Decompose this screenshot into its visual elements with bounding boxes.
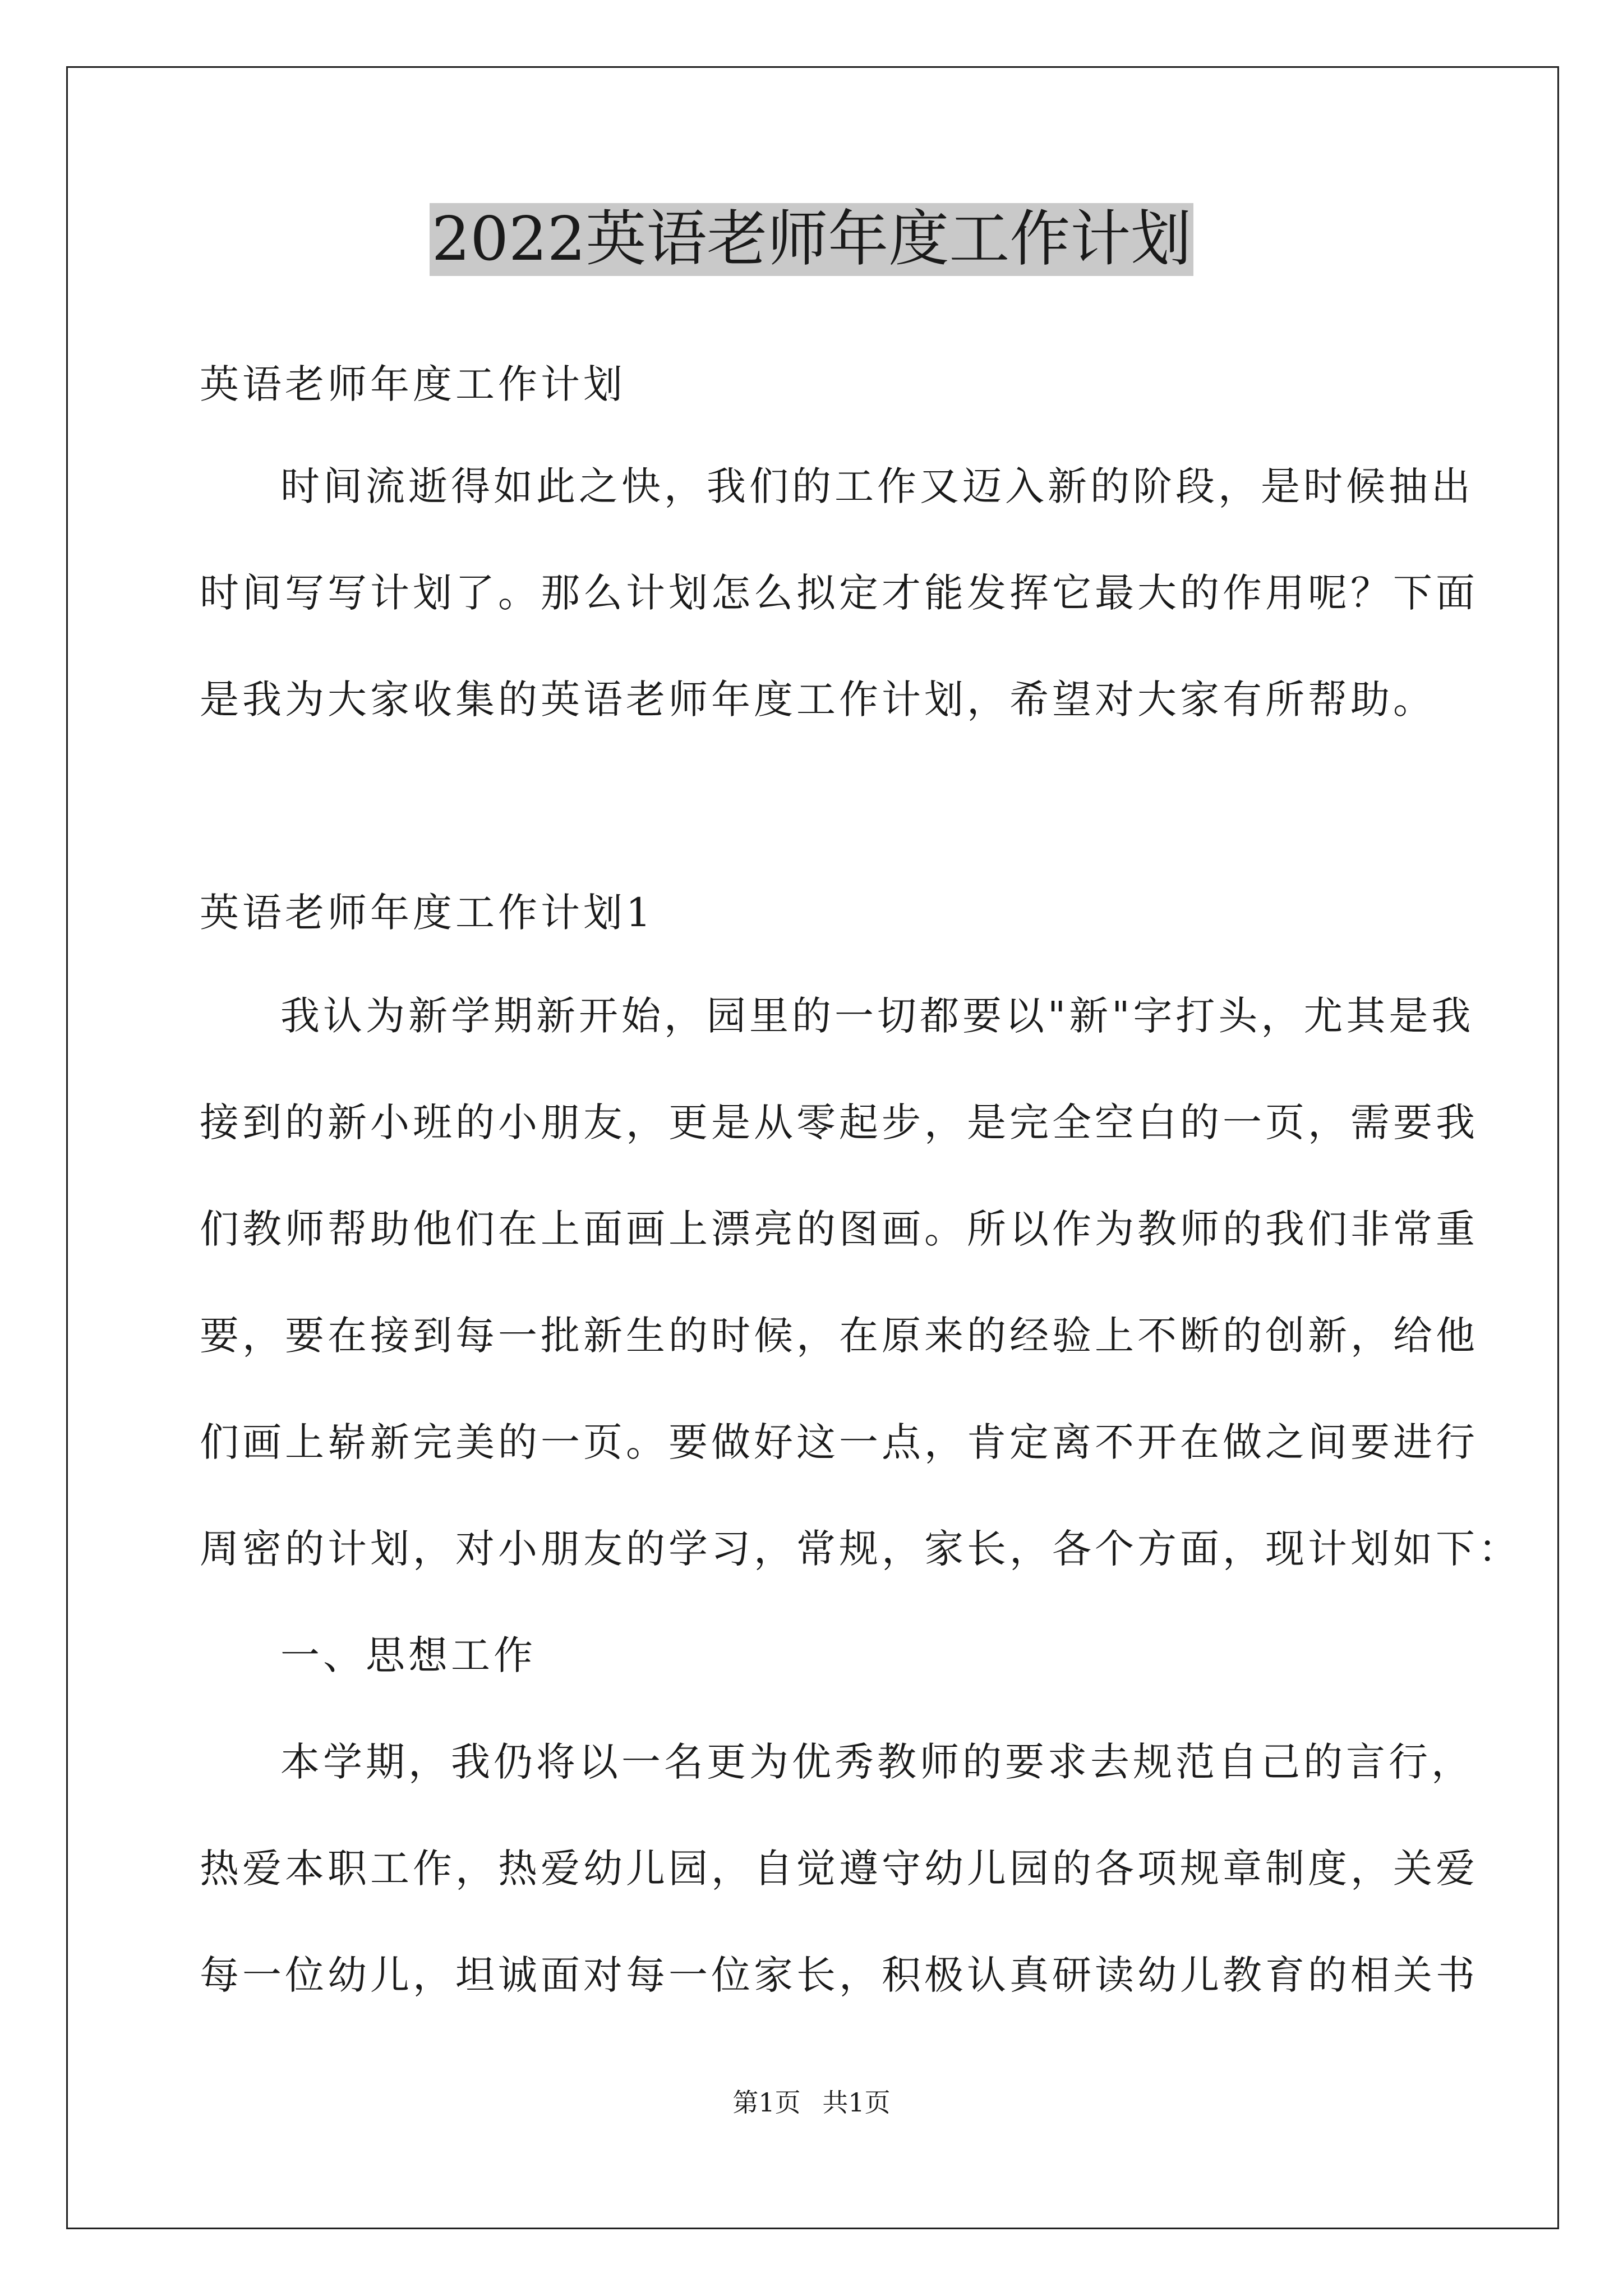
paragraph-line: 每一位幼儿，坦诚面对每一位家长，积极认真研读幼儿教育的相关书 (200, 1952, 1478, 1998)
paragraph-line: 时间流逝得如此之快，我们的工作又迈入新的阶段，是时候抽出 (280, 463, 1474, 509)
paragraph-line: 们画上崭新完美的一页。要做好这一点，肯定离不开在做之间要进行 (200, 1419, 1478, 1465)
paragraph-line: 们教师帮助他们在上面画上漂亮的图画。所以作为教师的我们非常重 (200, 1206, 1478, 1252)
paragraph-line: 是我为大家收集的英语老师年度工作计划，希望对大家有所帮助。 (200, 677, 1436, 723)
paragraph-line: 本学期，我仍将以一名更为优秀教师的要求去规范自己的言行， (280, 1739, 1474, 1785)
document-title: 2022英语老师年度工作计划 (430, 203, 1194, 276)
paragraph-line: 时间写写计划了。那么计划怎么拟定才能发挥它最大的作用呢？下面 (200, 570, 1478, 616)
subtitle-line: 英语老师年度工作计划 (200, 361, 626, 407)
page-number: 第1页 (732, 2087, 801, 2118)
paragraph-line: 要，要在接到每一批新生的时候，在原来的经验上不断的创新，给他 (200, 1313, 1478, 1359)
section-heading: 英语老师年度工作计划1 (200, 890, 654, 936)
page-footer (0, 2086, 1623, 2119)
total-pages: 共1页 (822, 2087, 891, 2118)
paragraph-line: 周密的计划，对小朋友的学习，常规，家长，各个方面，现计划如下： (200, 1526, 1521, 1572)
paragraph-line: 热爱本职工作，热爱幼儿园，自觉遵守幼儿园的各项规章制度，关爱 (200, 1846, 1478, 1892)
paragraph-line: 接到的新小班的小朋友，更是从零起步，是完全空白的一页，需要我 (200, 1099, 1478, 1145)
subsection-heading: 一、思想工作 (280, 1632, 536, 1678)
paragraph-line: 我认为新学期新开始，园里的一切都要以"新"字打头，尤其是我 (280, 993, 1474, 1039)
title-container (0, 203, 1623, 276)
